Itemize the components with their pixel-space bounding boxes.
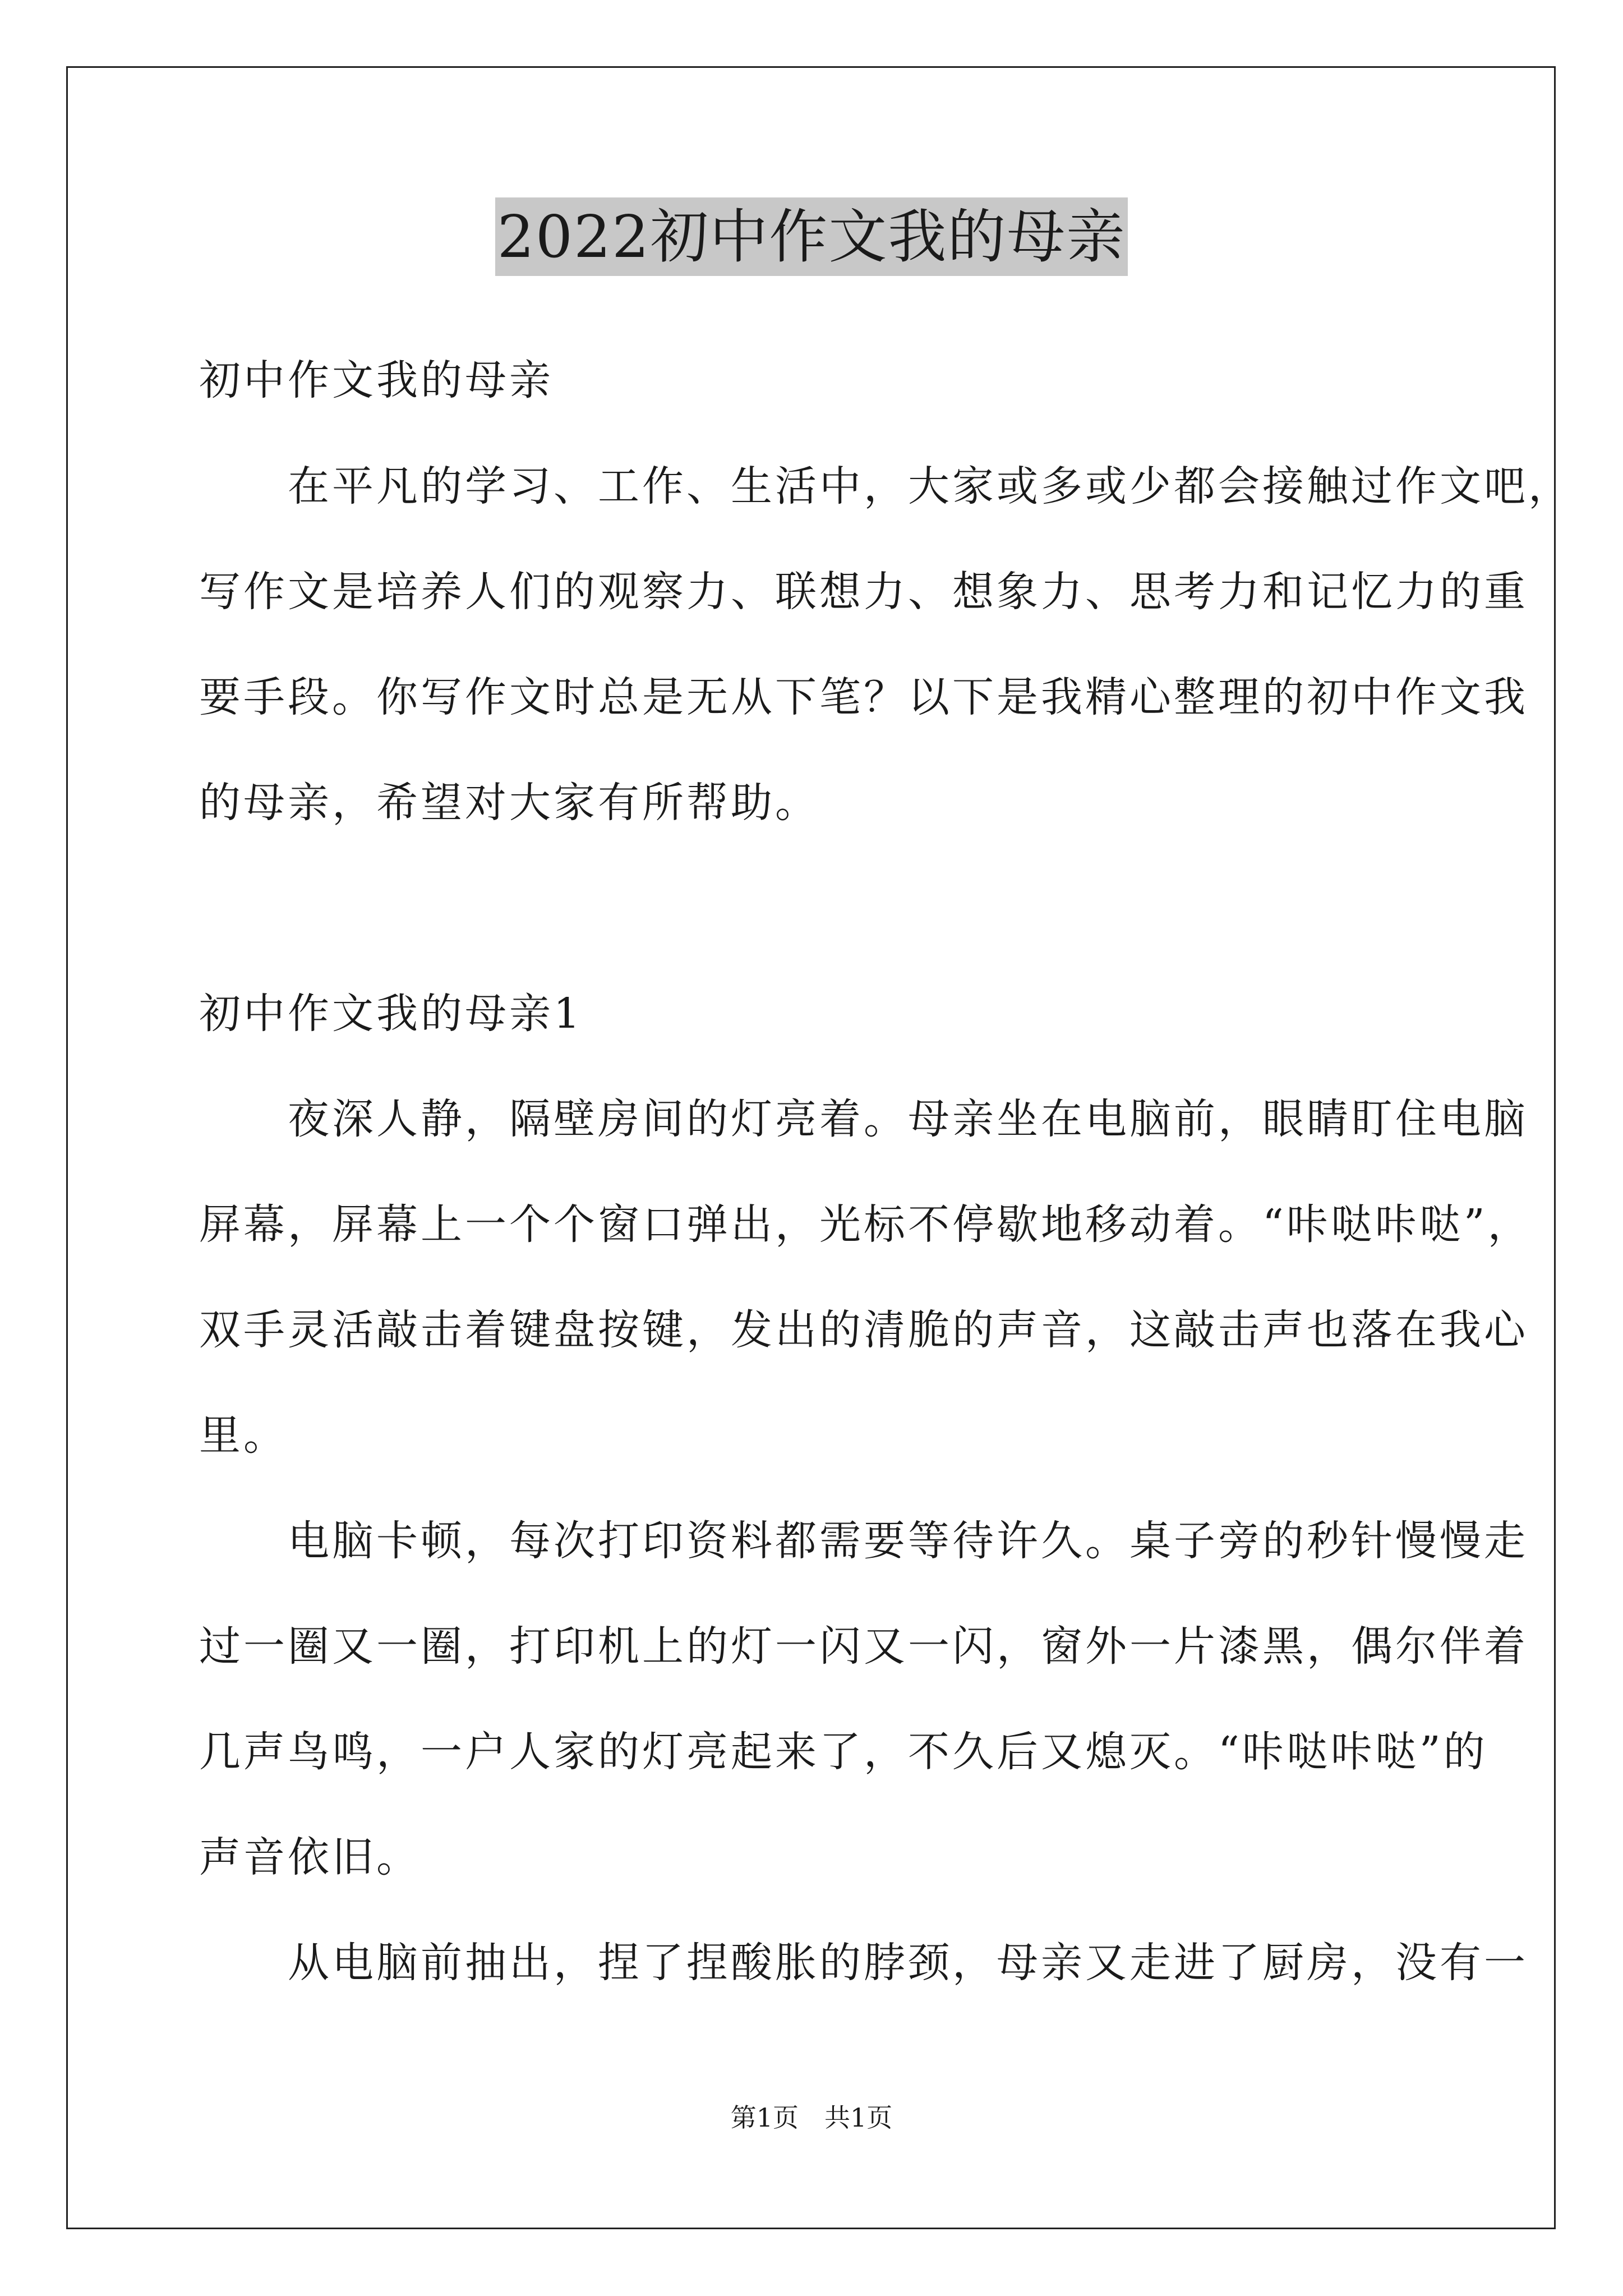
paragraph-line: 屏幕，屏幕上一个个窗口弹出，光标不停歇地移动着。“咔哒咔哒”，	[199, 1200, 1532, 1249]
paragraph-line: 电脑卡顿，每次打印资料都需要等待许久。桌子旁的秒针慢慢走	[199, 1517, 1528, 1565]
paragraph-line: 要手段。你写作文时总是无从下笔？以下是我精心整理的初中作文我	[199, 673, 1528, 721]
paragraph-line: 的母亲，希望对大家有所帮助。	[199, 779, 819, 827]
paragraph-line: 写作文是培养人们的观察力、联想力、想象力、思考力和记忆力的重	[199, 568, 1528, 616]
document-title: 2022初中作文我的母亲	[495, 197, 1128, 276]
paragraph-line: 声音依旧。	[199, 1833, 421, 1881]
paragraph-line: 几声鸟鸣，一户人家的灯亮起来了，不久后又熄灭。“咔哒咔哒”的	[199, 1728, 1488, 1776]
paragraph-line: 过一圈又一圈，打印机上的灯一闪又一闪，窗外一片漆黑，偶尔伴着	[199, 1622, 1528, 1671]
subheading-intro: 初中作文我的母亲	[199, 356, 554, 404]
paragraph-line: 里。	[199, 1411, 288, 1460]
paragraph-line: 从电脑前抽出，捏了捏酸胀的脖颈，母亲又走进了厨房，没有一	[199, 1939, 1528, 1987]
paragraph-line: 在平凡的学习、工作、生活中，大家或多或少都会接触过作文吧，	[199, 462, 1573, 510]
page-footer: 第1页 共1页	[730, 2102, 893, 2133]
title-container	[0, 197, 1623, 276]
subheading-essay-1: 初中作文我的母亲1	[199, 990, 583, 1038]
paragraph-line: 夜深人静，隔壁房间的灯亮着。母亲坐在电脑前，眼睛盯住电脑	[199, 1095, 1528, 1143]
paragraph-line: 双手灵活敲击着键盘按键，发出的清脆的声音，这敲击声也落在我心	[199, 1306, 1528, 1354]
